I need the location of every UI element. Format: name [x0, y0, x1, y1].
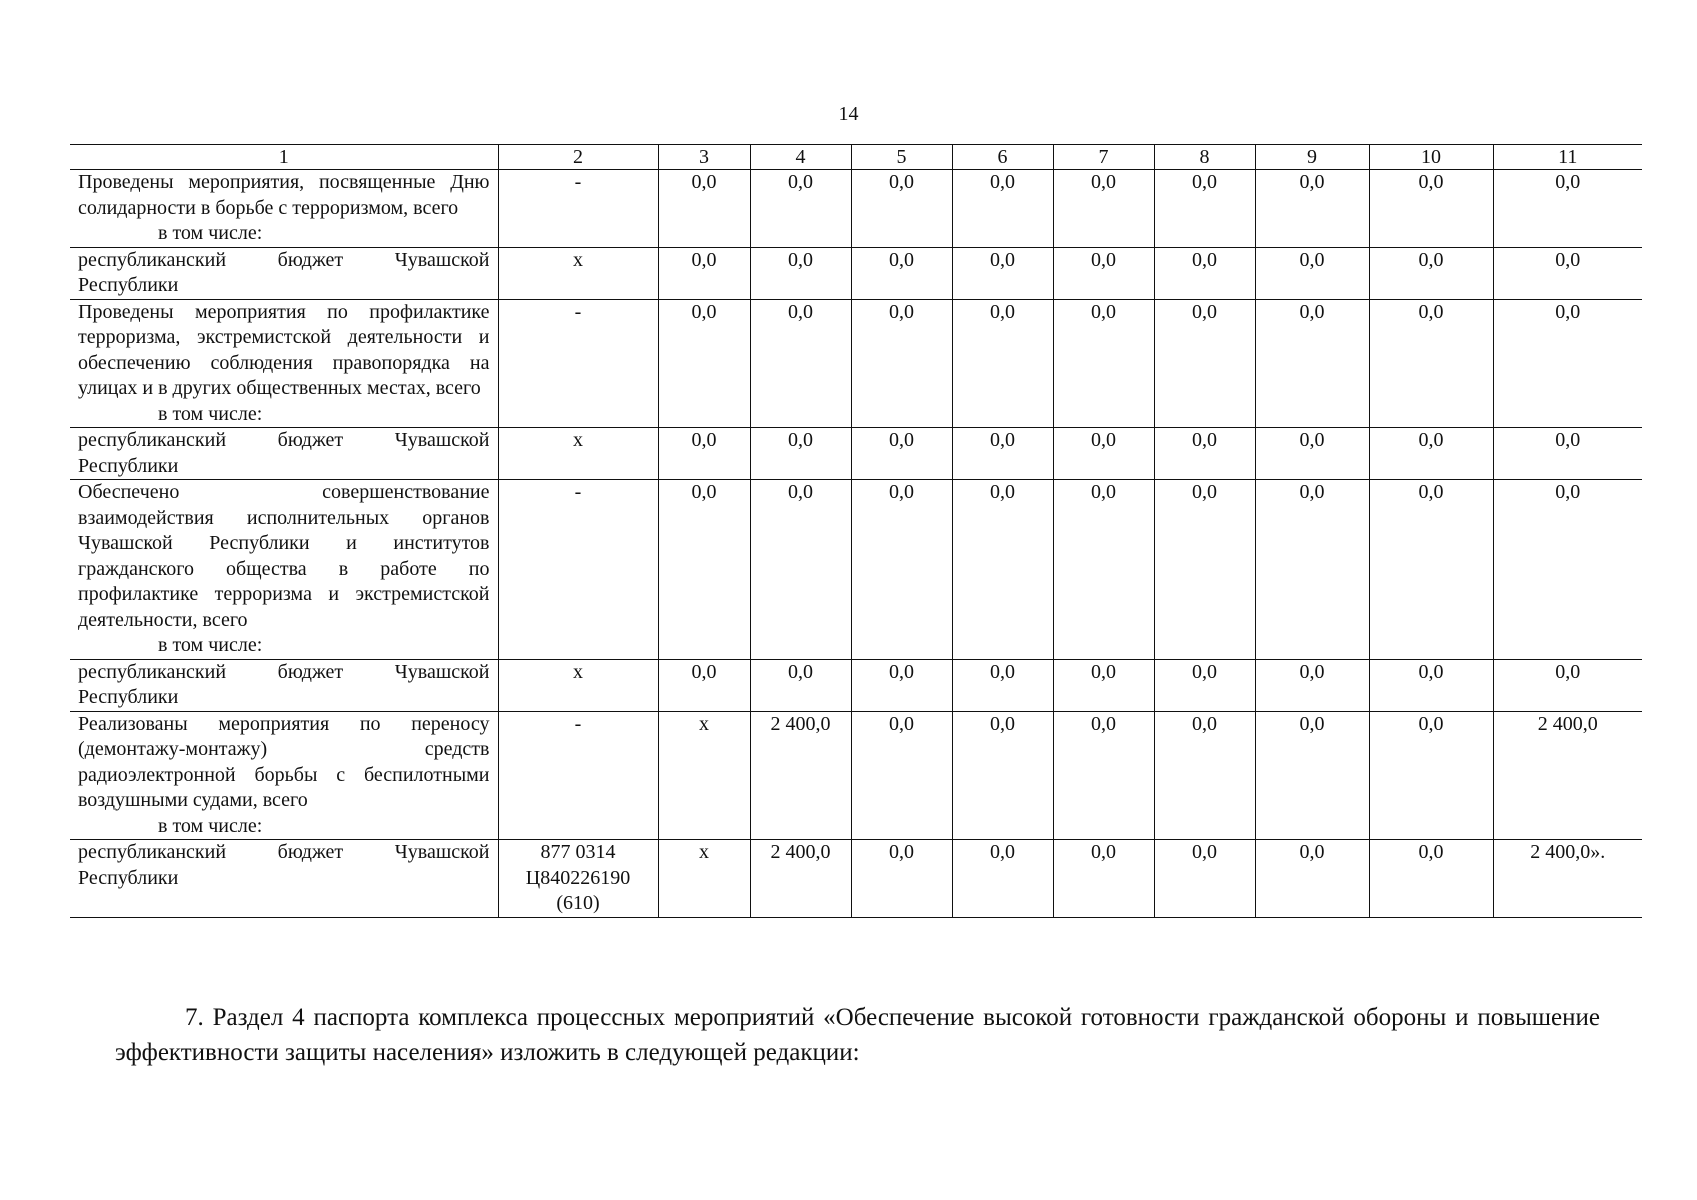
column-number: 8: [1154, 145, 1255, 170]
row-value: 0,0: [658, 659, 750, 711]
column-number: 1: [70, 145, 498, 170]
column-number: 7: [1053, 145, 1154, 170]
row-value: 0,0: [952, 659, 1053, 711]
row-sub-label: в том числе:: [158, 814, 263, 837]
row-value: 0,0: [750, 428, 851, 480]
row-description-cell: [70, 299, 498, 428]
row-value: 0,0: [1053, 170, 1154, 248]
column-number: 6: [952, 145, 1053, 170]
row-value: 0,0: [1493, 299, 1642, 428]
row-value: 0,0: [1154, 711, 1255, 840]
row-value: 0,0: [1053, 299, 1154, 428]
row-code: -: [498, 711, 658, 840]
table-row: [70, 711, 1642, 840]
row-value: 0,0: [851, 480, 952, 660]
row-value: 0,0: [1154, 299, 1255, 428]
row-value: 0,0: [1154, 247, 1255, 299]
row-value: 0,0: [1154, 840, 1255, 918]
row-value: 0,0: [851, 711, 952, 840]
row-value: 0,0: [1255, 840, 1369, 918]
column-number: 4: [750, 145, 851, 170]
column-number: 10: [1369, 145, 1493, 170]
row-value: 0,0: [851, 840, 952, 918]
table-body: [70, 145, 1642, 918]
table-row: [70, 170, 1642, 248]
column-number: 2: [498, 145, 658, 170]
row-value: 0,0: [1255, 170, 1369, 248]
row-description: Реализованы мероприятия по переносу (демонтажу-монтажу) средств радиоэлектронной борьбы с беспилотными воздушными судами, всего: [78, 712, 490, 811]
row-value: 0,0: [1053, 480, 1154, 660]
row-code: -: [498, 480, 658, 660]
row-description: Проведены мероприятия, посвященные Дню солидарности в борьбе с терроризмом, всего: [78, 171, 490, 219]
column-number: 5: [851, 145, 952, 170]
row-value: 0,0: [750, 170, 851, 248]
row-value: 0,0: [1255, 659, 1369, 711]
row-value: x: [658, 711, 750, 840]
row-sub-label: в том числе:: [158, 634, 263, 656]
row-value: 0,0: [1369, 247, 1493, 299]
footer-paragraph: 7. Раздел 4 паспорта комплекса процессных мероприятий «Обеспечение высокой готовности гражданской обороны и повышение эффективности защиты населения» изложить в следующей редакции:: [115, 1004, 1600, 1066]
page-number: 14: [838, 103, 859, 125]
row-value: 0,0: [1255, 711, 1369, 840]
row-value: 0,0: [1053, 840, 1154, 918]
table-row: [70, 659, 1642, 711]
row-value: 0,0: [658, 247, 750, 299]
row-value: 0,0: [1493, 659, 1642, 711]
row-code: x: [498, 247, 658, 299]
row-code: x: [498, 428, 658, 480]
row-sub-label: в том числе:: [158, 402, 263, 425]
row-value: 0,0: [952, 299, 1053, 428]
row-value: 0,0: [658, 428, 750, 480]
table-row: [70, 428, 1642, 480]
table-row: [70, 480, 1642, 660]
row-value: 0,0: [658, 299, 750, 428]
row-value: 0,0: [952, 170, 1053, 248]
row-value: 0,0: [1154, 170, 1255, 248]
budget-table: [70, 144, 1642, 918]
row-value: 0,0: [851, 659, 952, 711]
row-description: республиканский бюджет Чувашской Республики: [78, 841, 490, 889]
row-value: 0,0: [952, 428, 1053, 480]
row-value: 0,0: [1053, 247, 1154, 299]
row-value: 0,0: [658, 480, 750, 660]
row-value: 0,0: [1369, 840, 1493, 918]
row-value: 0,0: [952, 711, 1053, 840]
row-description-cell: [70, 480, 498, 660]
column-number: 11: [1493, 145, 1642, 170]
row-value: 0,0: [851, 428, 952, 480]
row-value: 0,0: [658, 170, 750, 248]
row-value: 0,0: [750, 480, 851, 660]
row-value: 0,0: [1493, 247, 1642, 299]
row-value: 0,0: [1493, 170, 1642, 248]
row-value: 0,0: [1255, 299, 1369, 428]
table-row: [70, 299, 1642, 428]
row-value: 0,0: [851, 170, 952, 248]
row-description-cell: [70, 711, 498, 840]
row-value: 0,0: [1053, 711, 1154, 840]
column-number: 9: [1255, 145, 1369, 170]
row-value: 0,0: [1493, 428, 1642, 480]
row-code: x: [498, 659, 658, 711]
row-description-cell: [70, 170, 498, 248]
row-value: 2 400,0».: [1493, 840, 1642, 918]
row-value: x: [658, 840, 750, 918]
row-sub-label: в том числе:: [158, 222, 263, 244]
table-row: [70, 840, 1642, 918]
row-value: 0,0: [750, 659, 851, 711]
row-description-cell: [70, 247, 498, 299]
row-value: 0,0: [952, 480, 1053, 660]
row-description: Обеспечено совершенствование взаимодействия исполнительных органов Чувашской Республики и институтов гражданского общества в работе по профилактике терроризма и экстремистской деятельности, всего: [78, 481, 490, 631]
row-code: 877 0314 Ц840226190 (610): [498, 840, 658, 918]
table-row: [70, 247, 1642, 299]
row-code: -: [498, 299, 658, 428]
column-number: 3: [658, 145, 750, 170]
row-value: 0,0: [1369, 659, 1493, 711]
row-value: 0,0: [952, 840, 1053, 918]
row-value: 0,0: [1369, 480, 1493, 660]
row-value: 0,0: [851, 299, 952, 428]
row-code: -: [498, 170, 658, 248]
row-value: 0,0: [851, 247, 952, 299]
row-description: Проведены мероприятия по профилактике терроризма, экстремистской деятельности и обеспечению соблюдения правопорядка на улицах и в других общественных местах, всего: [78, 300, 490, 399]
row-value: 2 400,0: [750, 711, 851, 840]
row-value: 0,0: [1369, 428, 1493, 480]
row-value: 0,0: [1053, 659, 1154, 711]
row-value: 2 400,0: [1493, 711, 1642, 840]
row-value: 0,0: [1255, 480, 1369, 660]
row-description: республиканский бюджет Чувашской Республики: [78, 429, 490, 477]
row-value: 0,0: [1154, 428, 1255, 480]
row-value: 0,0: [1154, 480, 1255, 660]
row-value: 0,0: [750, 299, 851, 428]
row-value: 0,0: [1369, 299, 1493, 428]
row-value: 0,0: [1255, 428, 1369, 480]
row-value: 0,0: [1369, 170, 1493, 248]
row-value: 0,0: [750, 247, 851, 299]
row-description-cell: [70, 428, 498, 480]
row-description-cell: [70, 840, 498, 918]
row-description-cell: [70, 659, 498, 711]
row-value: 0,0: [1369, 711, 1493, 840]
row-description: республиканский бюджет Чувашской Республики: [78, 660, 490, 708]
row-value: 0,0: [1493, 480, 1642, 660]
row-value: 0,0: [1053, 428, 1154, 480]
column-number-row: [70, 145, 1642, 170]
row-value: 0,0: [1255, 247, 1369, 299]
row-description: республиканский бюджет Чувашской Республики: [78, 248, 490, 296]
row-value: 2 400,0: [750, 840, 851, 918]
row-value: 0,0: [952, 247, 1053, 299]
row-value: 0,0: [1154, 659, 1255, 711]
